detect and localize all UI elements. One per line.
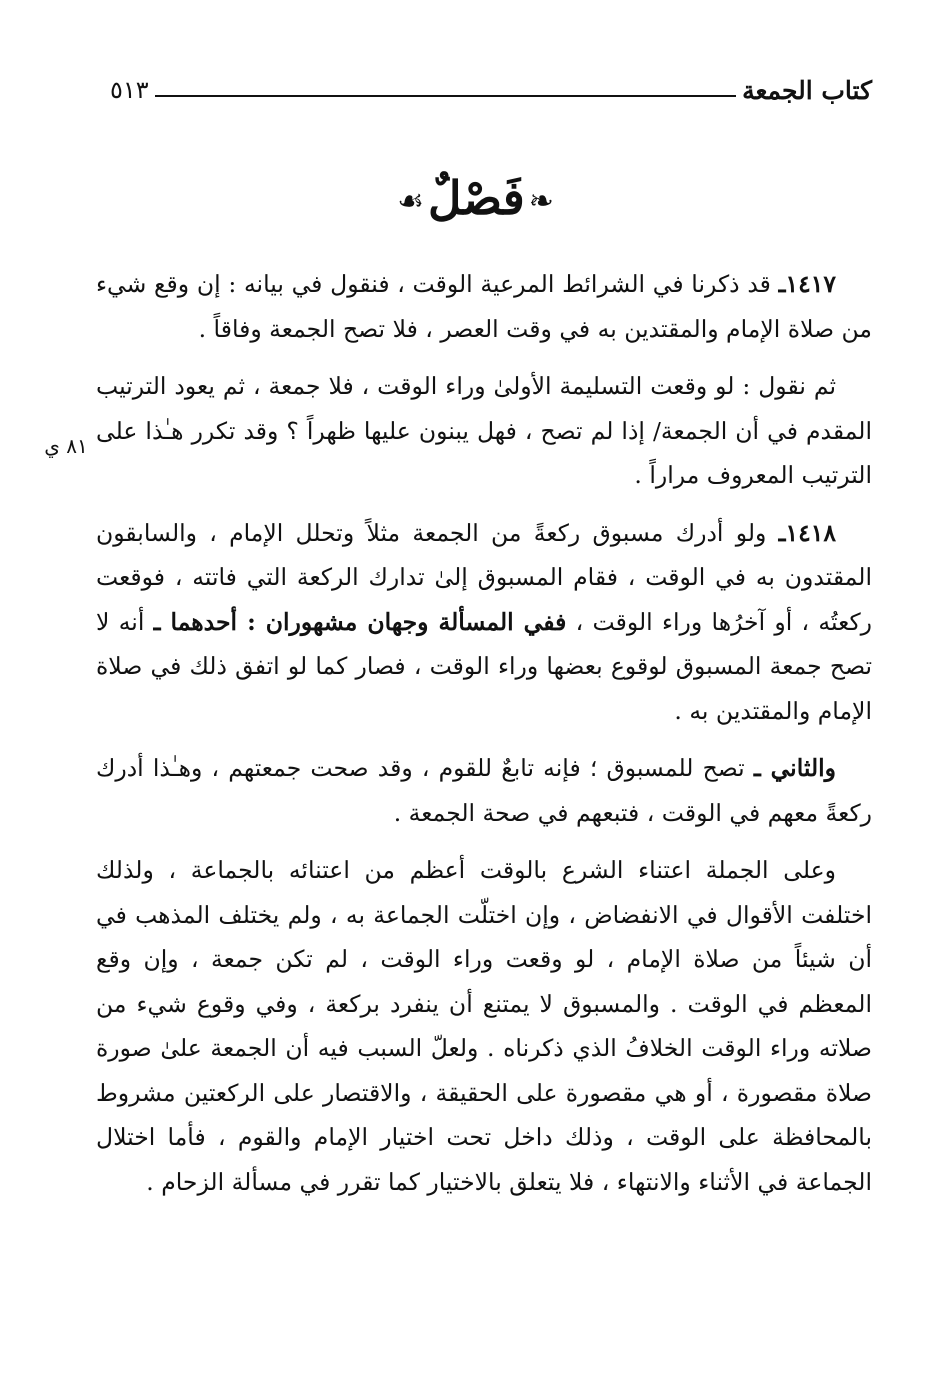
paragraph-1417 [96, 262, 872, 351]
flourish-ornament-icon: ☙ [397, 184, 425, 219]
paragraph [96, 746, 872, 835]
bold-phrase: ففي المسألة وجهان مشهوران : أحدهما ـ [153, 607, 567, 636]
paragraph-text: وعلى الجملة اعتناء الشرع بالوقت أعظم من اعتنائه بالجماعة ، ولذلك اختلفت الأقوال في الانفضاض ، وإن اختلّت الجماعة به ، ولم يختلف المذهب في أن شيئاً من صلاة الإمام ، لو وقعت وراء الوقت ، لم تكن جمعة ، وإن وقع المعظم في الوقت . والمسبوق لا يمتنع أن ينفرد بركعة ، وفي وقوع شيء من صلاته وراء الوقت الخلافُ الذي ذكرناه . ولعلّ السبب فيه أن الجمعة علىٰ صورة صلاة مقصورة ، أو هي مقصورة على الحقيقة ، والاقتصار على الركعتين مشروط بالمحافظة على الوقت ، وذلك داخل تحت اختيار الإمام والقوم ، فأما اختلال الجماعة في الأثناء والانتهاء ، فلا يتعلق بالاختيار كما تقرر في مسألة الزحام . [96, 856, 872, 1196]
page-number: ٥١٣ [110, 76, 149, 104]
paragraph-number: ١٤١٧ـ [778, 270, 836, 298]
body-text [96, 262, 872, 1204]
paragraph-text: ثم نقول : لو وقعت التسليمة الأولىٰ وراء الوقت ، فلا جمعة ، ثم يعود الترتيب المقدم في أن الجمعة/ إذا لم تصح ، فهل يبنون عليها ظهراً ؟ وقد تكرر هـٰذا على الترتيب المعروف مراراً . [96, 372, 872, 489]
header-title: كتاب الجمعة [742, 75, 872, 105]
running-header [110, 70, 872, 110]
section-title: فَصْلٌ [428, 171, 525, 225]
paragraph-number: ١٤١٨ـ [778, 518, 836, 547]
section-heading [0, 168, 951, 232]
paragraph [96, 848, 872, 1204]
paragraph-text: ولو أدرك مسبوق ركعةً من الجمعة مثلاً وتحلل الإمام ، والسابقون المقتدون به في الوقت ، فقام المسبوق إلىٰ تدارك الركعة التي فاتته ، فوقعت ركعتُه ، أو آخرُها وراء الوقت ، [96, 518, 872, 636]
paragraph-1418 [96, 511, 872, 734]
paragraph-text: تصح للمسبوق ؛ فإنه تابعٌ للقوم ، وقد صحت جمعتهم ، وهـٰذا أدرك ركعةً معهم في الوقت ، فتبعهم في صحة الجمعة . [96, 754, 872, 827]
flourish-ornament-icon: ❧ [528, 184, 554, 219]
bold-phrase: والثاني ـ [753, 754, 836, 782]
paragraph-text: أنه لا تصح جمعة المسبوق لوقوع بعضها وراء الوقت ، فصار كما لو اتفق ذلك في صلاة الإمام والمقتدين به . [96, 607, 872, 725]
margin-note: ٨١ ي [44, 434, 88, 458]
header-rule [155, 95, 736, 97]
paragraph [96, 364, 872, 498]
paragraph-text: قد ذكرنا في الشرائط المرعية الوقت ، فنقول في بيانه : إن وقع شيء من صلاة الإمام والمقتدين به في وقت العصر ، فلا تصح الجمعة وفاقاً . [96, 270, 872, 343]
